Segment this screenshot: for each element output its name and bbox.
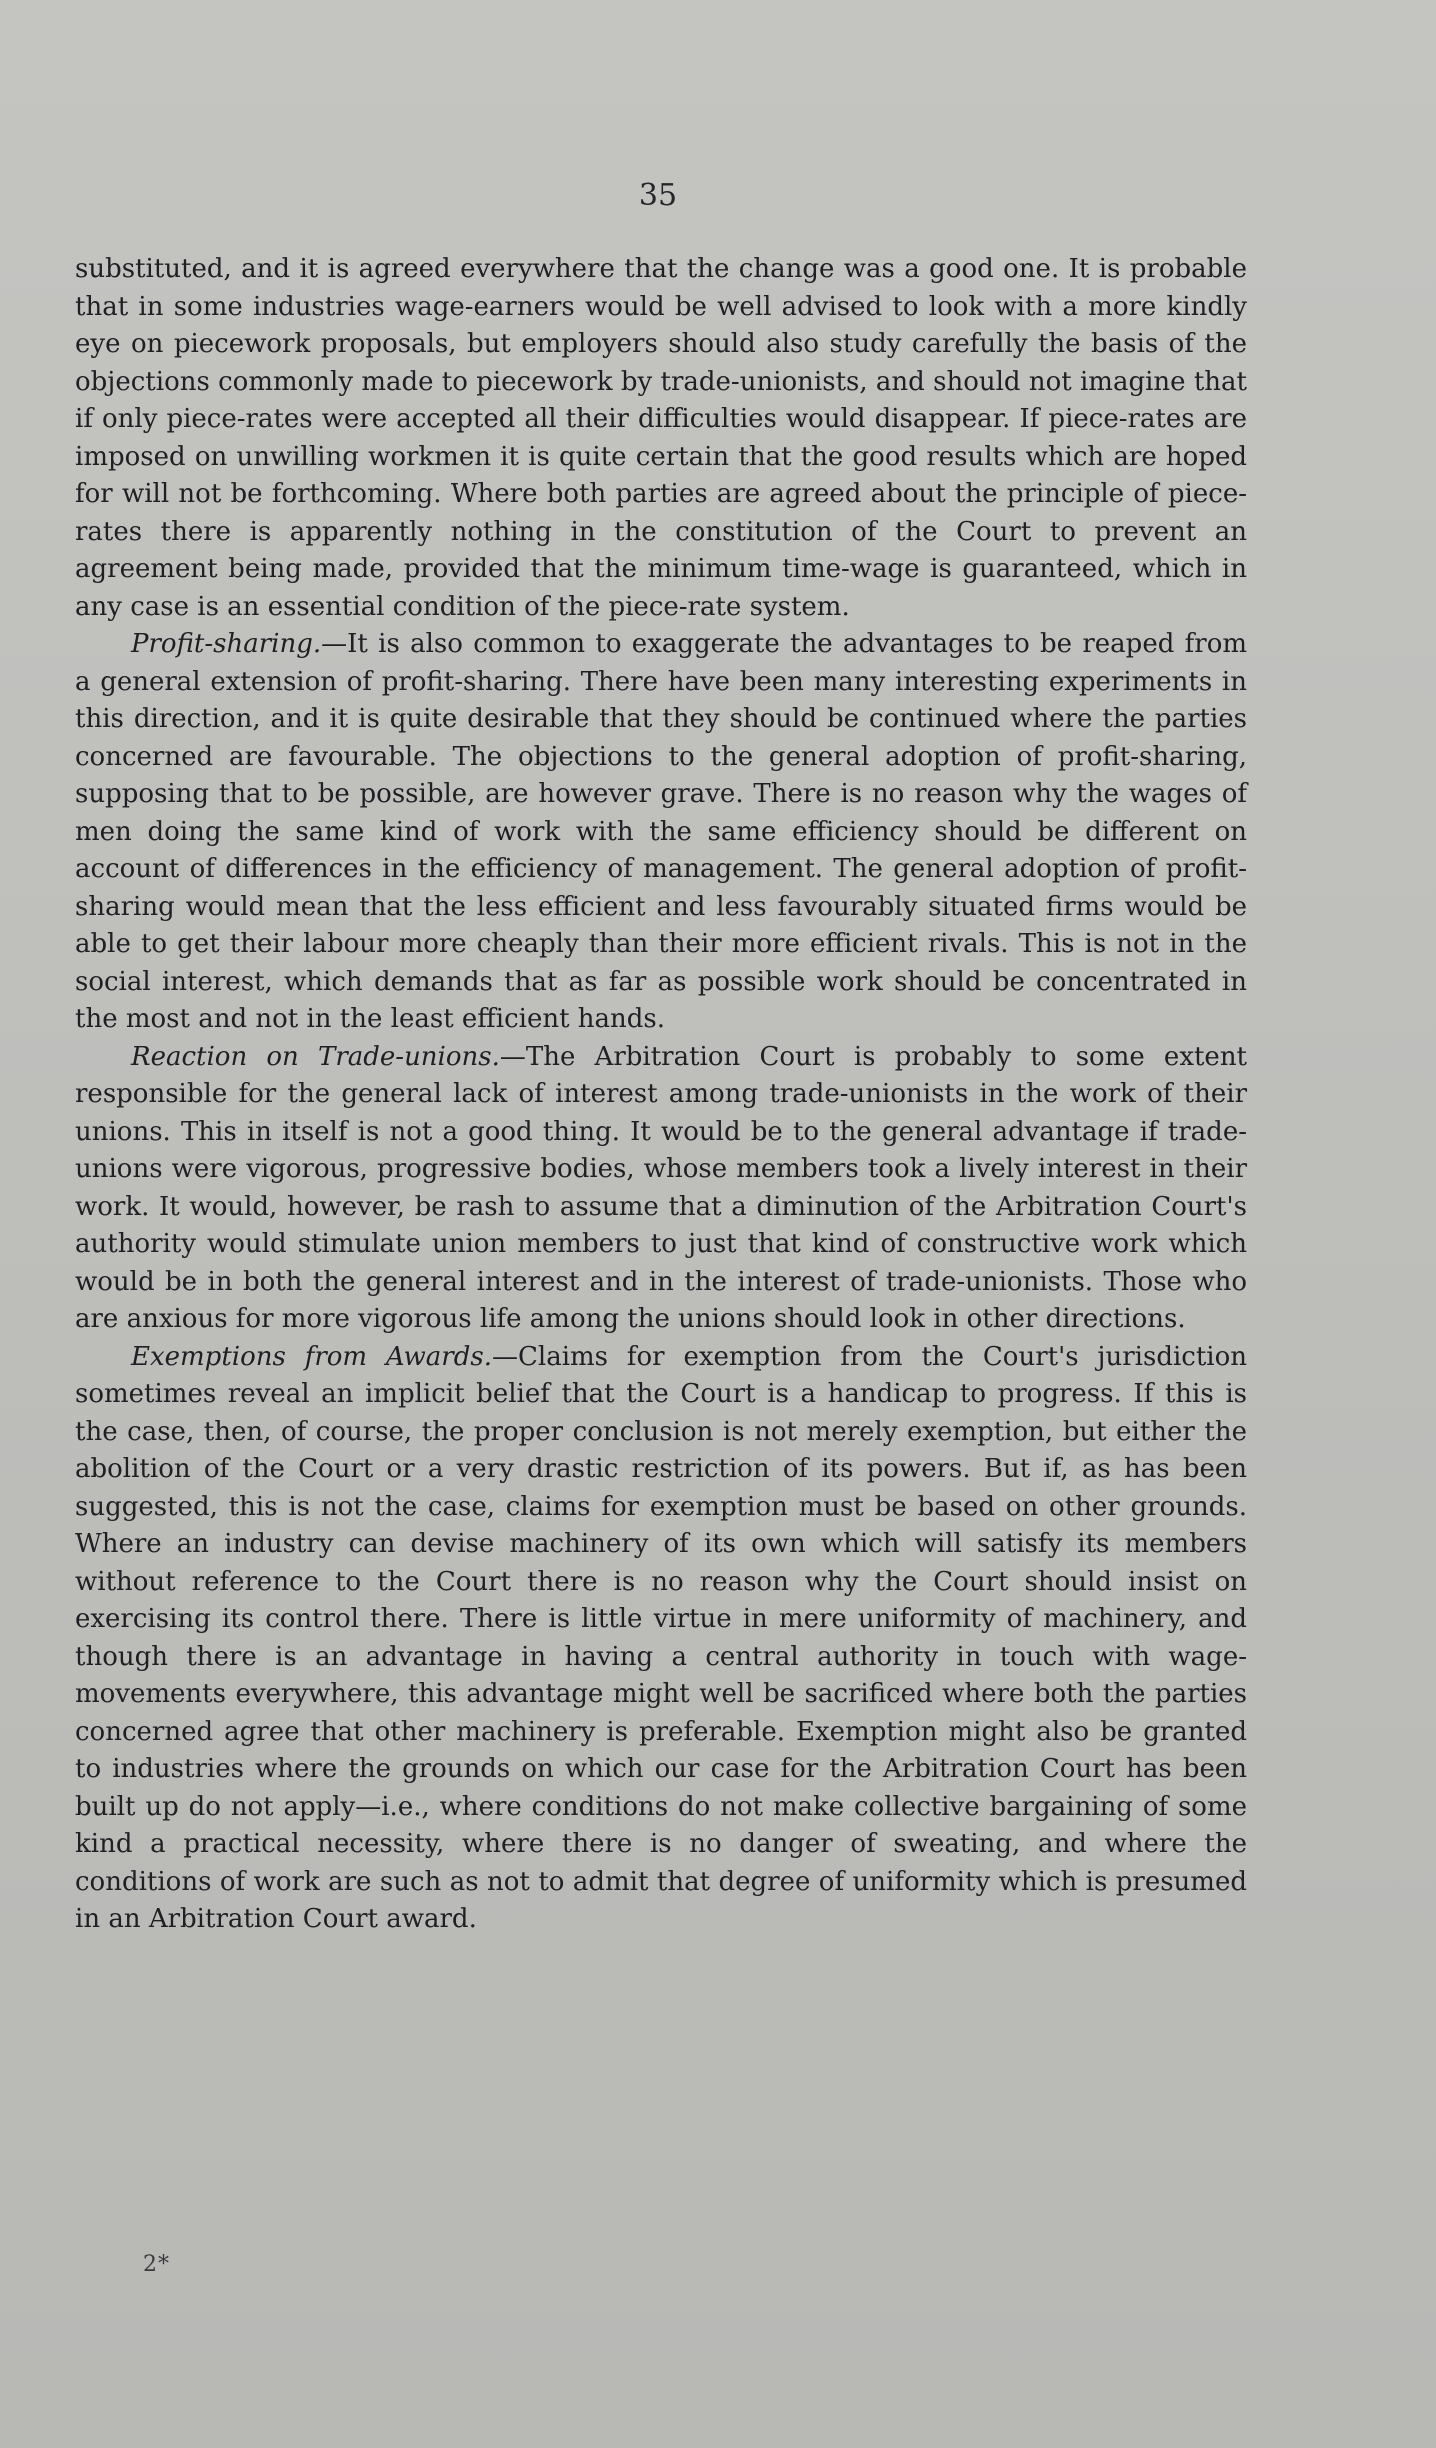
paragraph-text: —It is also common to exaggerate the advantages to be reaped from a general extension of profit-sharing. There have been many interesting experiments in this direction, and it is quite desirable that they should be continued where the parties concerned are favourable. The objections to the general adoption of profit-sharing, supposing that to be possible, are however grave. There is no reason why the wages of men doing the same kind of work with the same efficiency should be different on account of differences in the efficiency of management. The general adoption of profit-sharing would mean that the less efficient and less favourably situated firms would be able to get their labour more cheaply than their more efficient rivals. This is not in the social interest, which demands that as far as possible work should be concentrated in the most and not in the least efficient hands. <box>75 629 1247 1034</box>
signature-mark: 2* <box>143 2252 170 2277</box>
section-heading-exemptions: Exemptions from Awards. <box>131 1341 492 1372</box>
section-heading-reaction-trade-unions: Reaction on Trade-unions. <box>131 1041 500 1072</box>
section-heading-profit-sharing: Profit-sharing. <box>131 629 322 659</box>
paragraph-reaction-trade-unions <box>75 1039 1247 1339</box>
body-text <box>75 251 1247 1939</box>
paragraph-exemptions <box>75 1339 1247 1939</box>
paragraph-text: —The Arbitration Court is probably to some extent responsible for the general lack of interest among trade-unionists in the work of their unions. This in itself is not a good thing. It would be to the general advantage if trade-unions were vigorous, progressive bodies, whose members took a lively interest in their work. It would, however, be rash to assume that a diminution of the Arbitration Court's authority would stimulate union members to just that kind of constructive work which would be in both the general interest and in the interest of trade-unionists. Those who are anxious for more vigorous life among the unions should look in other directions. <box>75 1041 1248 1334</box>
paragraph-profit-sharing <box>75 626 1247 1039</box>
paragraph-text: substituted, and it is agreed everywhere that the change was a good one. It is probable that in some industries wage-earners would be well advised to look with a more kindly eye on piecework proposals, but employers should also study carefully the basis of the objections commonly made to piecework by trade-unionists, and should not imagine that if only piece-rates were accepted all their difficulties would disappear. If piece-rates are imposed on unwilling workmen it is quite certain that the good results which are hoped for will not be forthcoming. Where both parties are agreed about the principle of piece-rates there is apparently nothing in the constitution of the Court to prevent an agreement being made, provided that the minimum time-wage is guaranteed, which in any case is an essential condition of the piece-rate system. <box>75 254 1247 622</box>
paragraph-piecework <box>75 251 1247 626</box>
page-number: 35 <box>638 178 678 213</box>
paragraph-text: —Claims for exemption from the Court's jurisdiction sometimes reveal an implicit belief that the Court is a handicap to progress. If this is the case, then, of course, the proper conclusion is not merely exemption, but either the abolition of the Court or a very drastic restriction of its powers. But if, as has been suggested, this is not the case, claims for exemption must be based on other grounds. Where an industry can devise machinery of its own which will satisfy its members without reference to the Court there is no reason why the Court should insist on exercising its control there. There is little virtue in mere uniformity of machinery, and though there is an advantage in having a central authority in touch with wage-movements everywhere, this advantage might well be sacrificed where both the parties concerned agree that other machinery is preferable. Exemption might also be granted to industries where the grounds on which our case for the Arbitration Court has been built up do not apply—i.e., where conditions do not make collective bargaining of some kind a practical necessity, where there is no danger of sweating, and where the conditions of work are such as not to admit that degree of uniformity which is presumed in an Arbitration Court award. <box>75 1341 1248 1934</box>
